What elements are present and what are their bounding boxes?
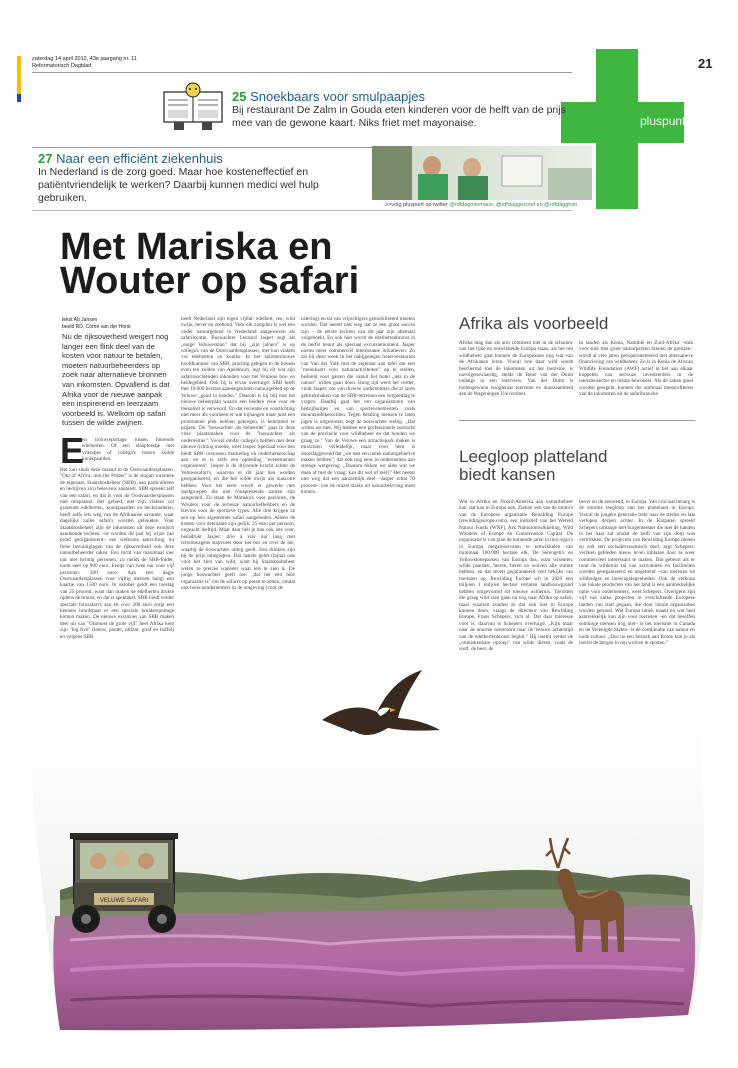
- teaser-number: 25: [232, 89, 247, 104]
- body-column-leegloop-2: bever en de zeearend, in Europa. Van cruciaal belang is de enorme leegloop van het platteland in Europa. Vooral de jongere generatie trekt naar de steden en laat verlopen dorpen achter. In de Karpaten spreekt Schepers omlange met burgemeester die met de handen in het haar zat omdat de helft van zijn dorp was vertrokken. De projecten van Rewilding Europe dienen zo ook een sociaaleconomisch doel, zegt Schepers: verlaten gebieden nieuw leven inblazen door ze weer commercieel interessant te maken. Dat gebeurt als er rond de wildernis tal van activiteiten en faciliteiten worden georganiseerd en uitgebreid –van toeristen tot wildlodges en horecagelegenheden. Ook de verkoop van lokale producten van het land is een aantrekkelijke optie voor ondernemers, weet Schepers. Overigens zijn vijf van zulke projecten in verschillende Europese landen van start gegaan, die door lokale organisaties worden getrand. Wat Europa uniek maakt en wat heel aantrekkelijk kan zijn voor toeristen –en dat beseffen sommige mensen nog niet– is het toerisme in Canada en de Verenigde Staten– is de combinatie van natuur en oude cultuur. „Dus na een bezoek aan Rome kun je als toerist de bergen in om wolven te spotten.": [579, 499, 695, 646]
- twitter-prefix: >>volg pluspunt op twitter: [385, 202, 448, 208]
- twitter-line[interactable]: [385, 202, 577, 208]
- colour-bar-yellow: [17, 56, 21, 94]
- byline: [62, 317, 131, 331]
- masthead: [32, 56, 137, 70]
- subheading-line-2: biedt kansen: [459, 465, 556, 484]
- heathland-safari-illustration: [0, 560, 738, 1068]
- cartoon-reader-illustration: [160, 82, 226, 132]
- teaser-ziekenhuis-title[interactable]: [38, 151, 223, 166]
- teaser-number: 27: [38, 151, 53, 166]
- body-column-afrika-1: Afrika mag dan als arm continent niet in de schaduw van het rijke en ontwikkelde Europa staan, als het om wildbeheer gaat kunnen de Europeanen nog wat van de Afrikanen leren. Vooral hoe daar wild wordt beschermd met de inkomsten uit het toerisme, is navolgenswaardig, stelde de René van der Duim onlangs in een interview. Van der Duim is buitengewoon hoogleraar toerisme en duurzaamheid aan de Wageningen Universiteit.: [459, 340, 573, 398]
- header-rule: [32, 72, 572, 73]
- byline-text: tekst Ab Jansen: [62, 317, 98, 323]
- masthead-date: zaterdag 14 april 2012, 43e jaargang nr. 11: [32, 56, 137, 62]
- teaser-rule: [32, 147, 372, 148]
- body-column-2: heeft Nederland zijn eigen vijftal: edelhert, ree, wild zwijn, bever en zeehond. Voor elk zoogdier is wel een onder natuurgebied in Nederland aangewezen als safarilocatie. Boswachter Lennard Jasper zegt als „enige Veluwesman" dat hij „zijn jaloers" is op collega's van de Oostvaardersplassen, met hun vlaktes vol edelherten en koniks. In het splinternieuwe hoofdkantoor van SBB, prachtig gelegen in de bossen even ten zuiden van Apeldoorn, legt hij uit wat zijn safarituochtenden inhouden voor het Veluwse bos- en heidegebied. Ook hij is ervan overtuigd: SBB heeft met 10.000 hectare aaneengesloten natuurgebied op de Veluwe „goud in handen." Daarom is hij blij met het nieuwe beheerplan waarin een heldere visie voor de toekomst is verwoord. En dat recreatie en voorlichting niet meer als voorheen er wat bijhangen maar juist een prominente plek hebben gekregen, is belemmel te prijzen. De "boswachter als beheerder" gaat in deze visie plaatsmaken voor de "boswachter als ondernemer". Voorol omdat collega's hebben met deze nieuwe richting moeite, weet Jasper. Speciaal voor hen biedt SBB cursussen marketing en ondernemerschap aan, en er is zelfs een opleiding "evenementen organiseren". Jasper is de drijvende kracht achter de Veluwesafari's, waarvan er dit jaar tien worden georganiseerd, en die het wilde zwijn als mascotte hebben. Voor het eerst wordt er gewerkt met doelgroepen die niet rooaprekende namen zijn aangeduid. Zo staan de Mariska's voor gezinnen, de Wouters voor de serieuze natuurliefhebbers en de Kevins voor de sportieve types. Alle drie krijgen ze een op hen afgestemde safari aangeboden. Alleen de kosten voor deelname zijn gelijk: 25 euro per persoon, ongeacht leeftijd. Maar daar heb je dan ook iets voor, benadrukt Jasper: drie à vier uur lang met terreinwagens stapvoets door het bos en over de hei, waarbij de boswachter uitleg geeft. Een drinken zijn bij de prijs inbegrepen. Dat laatste geldt (bijna) ook voor het zien van wild, want bij Staatsbosbeheer weten ze precies wanneer waar iets te zien is. De jonge boswachter geeft toe: „dat het een hele organisatie is" om de safari's op poten te zetten, omdat ook horecaondernemers in de omgeving (voor de: [181, 316, 295, 592]
- byline-photo: beeld RD, Corné van der Horst: [62, 324, 131, 330]
- body-column-1: en trouwreportage tussen fotoende edelherten. Of een slaapfeestje met vriendjes of collega's tussen kudde konikpaarden.: [82, 437, 174, 463]
- body-column-3: catering) en tal van vrijwilligers gemobiliseerd moeten worden. Dat neemt niet weg dat ze een groot succes zijn – de eerste tochten van dit jaar zijn allemaal volgeboekt. En ook hier wordt de edelhertenbronst in de herfst benut als speciaal excursiemoment. Jasper noemt meer commerciël interessante initiatieven. Zo zat hij deze week in het nabijgelegen hotel-restaurant van Van der Valk met de eigenaar aan tafel om een "menukaart voor natuuractiviteiten" op te stellen, bedoeld voor gasten die vanuit het hotel „iets in de natuur" willen gaan doen. Hoog tijd werd het verder, vindt Jasper, om van diverse ondernemers die al jaren gebruikmaken van de SBB-terreinen een vergoeding te vragen. Daarbij gaat het om organisatoren van bedrijfsuitjes en van sportevenementen zoals mountainbiketochten. Tegen betaling mensen te laten jagen is uitgesloten, zegt de boswachter stellig. „Dat willen we niet. Wij hebben een professionele opdracht van de provincie voor wildbeheer en dat houden we graag zo." Van de Veluwe een attractiepark maken is misschien verleidelijk, maar voor hem is doorslaggevend dat „we met een uniek natuurgebied te maken hebben", dat ook nog eens in ondernemen aan strenge wetgeving. „Daarom tikken we alles wat we doen af met de vraag: kan dit wel of niet?" Het neemt niet weg dat een aanzienlijk deel –Jasper schat 70 procent– van de omzet straks uit natuurbeleving moet komen.: [301, 316, 415, 495]
- page-number: 21: [698, 56, 713, 71]
- body-column-afrika-2: In landen als Kenia, Namibië en Zuid-Afrika –stuk voor stuk met grote natuurparken binnen de grenzen– wordt al vele jaren geëxperimenteerd met alternatieve financiering van wildbeheer. Zo is in Kenia de African Wildlife Foundation (AWF) actief in het aan elkaar koppelen van seriouze investeerders in de toeristensector en lokale bewoners. Als de zaken goed worden geregeld, kunnen die optimaal meeprofiteren van de inkomsten uit de safaribranche.: [579, 340, 693, 398]
- teaser-snoekbaars-title[interactable]: [232, 89, 425, 104]
- subheading-leegloop: [459, 448, 607, 484]
- colour-bar-blue: [17, 94, 21, 102]
- section-rule: [32, 210, 572, 211]
- eagle: [322, 670, 440, 737]
- twitter-handles: @rdfdagmiemaus, @rdfdaggezond en @rdfdagghim: [449, 202, 578, 208]
- vehicle-plate: VELUWE SAFARI: [99, 898, 149, 904]
- teaser-title-text: Snoekbaars voor smulpaapjes: [250, 89, 425, 104]
- article-intro: Nu de rijksoverheid weigert nog langer een flink deel van de kosten voor natuur te betalen, moeten natuurbeheerders op zoek naar alternatieve bronnen van inkomsten. Opvallend is dat Afrika voor de nieuwe aanpak een inspirerend en leerzaam voorbeeld is. Welkom op safari tussen de wilde zwijnen.: [62, 332, 170, 428]
- body-column-1-continued: Het kan sinds deze maand in de Oostvaardersplassen. "Out of Africa, into the Polder" is de slogan waarmee de eigenaar, Staatsbosbeheer (SBB), aan particulieren en bedrijven zo'n belevenis aanbiedt. SBB spreekt zelf van een safari, en dat is voor de Oostvaardersplassen niet misplaatst. Het gebied, met zijn vlaktes vol grazende edelherten, konikpaarden en heckrunderen, heeft zelfs iets weg van de Afrikaanse savanne, waar dagelijks zulke safari's worden gehouden. Voor Staatsbosbeheer zijn de inkomsten uit deze exotisch aandoende tochten –ze worden dit jaar bij wijze van proef georganiseerd– een welkome aanvulling, nu forse bezuinigingen van de rijksoverheid ook deze natuurbeheerder raken. Een tocht van maximaal vier uur met twintig personen, zo meldt de SBB-folder, komt neer op 900 euro. Eentje van twee uur voor vijf personen: 300 euro. Aan een dagje Oostvaardersplassen voor vijftig mensen hangt een kaartje van 1500 euro. In oktober geldt een toeslag van 25 procent, want dan maken de edelherten drukte tijdens de bronst, en dat is spektakel. SBB biedt verder speciale fotosafari's aan en voor 200 euro zorgt een kenners bruidspaar er een speciale bruidsreportage komen maken. De nieuwe excursies van SBB maken deel uit van "Ontmoet de grote vijf" heet Afrika kent zijn "big five" (leeuw, panter, olifant, giraf en buffel) en volgens SBB: [60, 467, 174, 640]
- teaser-ziekenhuis-text: In Nederland is de zorg goed. Maar hoe kosteneffectief en patiëntvriendelijk te werken? Daarbij kunnen medici wel hulp gebruiken.: [38, 166, 319, 204]
- teaser-title-text: Naar een efficiënt ziekenhuis: [56, 151, 223, 166]
- teaser-snoekbaars-text: Bij restaurant De Zalm in Gouda eten kinderen voor de helft van de prijs mee van de gewone kaart. Niks friet met mayonaise.: [232, 104, 566, 129]
- subsection-rule: [459, 420, 695, 421]
- headline-line-1: Met Mariska en: [60, 226, 333, 268]
- masthead-paper: Reformatorisch Dagblad: [32, 63, 92, 69]
- subheading-line-1: Leegloop platteland: [459, 447, 608, 466]
- section-label: pluspunt: [640, 114, 686, 128]
- article-headline: [60, 226, 360, 302]
- drop-cap: E: [60, 430, 85, 471]
- hospital-staff-photo: [372, 146, 592, 200]
- subheading-afrika: Afrika als voorbeeld: [459, 314, 609, 333]
- body-column-leegloop-1: Wat in Afrika en Noord-Amerika aan natuurbeheer kan, dat kan in Europa ook. Ziehier een van de motto's van de Europese organisatie Rewilding Europe (rewildingeurope.com), een initiatief van het Wereld Natuur Fonds (WNF), Ark Natuurontwikkeling, Wild Wonders of Europe en Conservation Capital. De organisatie is van plan de komende jaren in tien regio's in Europa megareservaten te ontwikkelen van minimaal 100.000 hectare elk. De Serengeti's en Yellowstoneparken van Europa dus, waar wisenten, wilde paarden, herten, beren en wolven alle ruimte hebben, en dat levert gegarandeerd veel bekijks van toeristen op. Rewilding Europe wil in 2020 een miljoen 1 miljoen hectare verlaten landbouwgrond hebben omgevormd tot nieuwe wildernis. Toeristen die graag wild zien gaan nu nog naar Afrika op safari, maar waarom zouden ze dat ook niet in Europa kunnen doen, vraagt de directeur van Rewilding Europe, Frans Schepers, zich af. Dat daar interesse voor is, daarvan is Schepers overtuigd. „Kijk maar naar de enorme toestroom naar de Veluwe achtentijd van de edelhertenbronst begint." Hij noemt verder de „onmiskenbare oproep" van wilde dieren, zoals de wolf, de beer, de: [459, 499, 573, 653]
- headline-line-2: Wouter op safari: [60, 260, 360, 302]
